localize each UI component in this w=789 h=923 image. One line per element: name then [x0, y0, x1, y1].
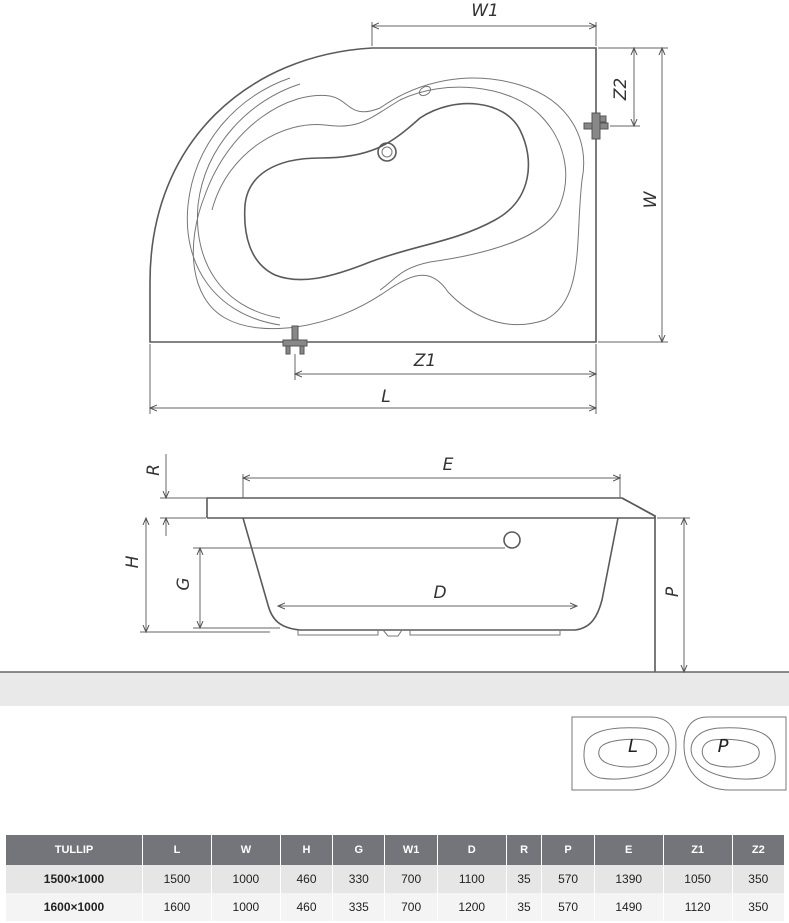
dimension-table: [6, 835, 785, 921]
header-g: G: [333, 835, 385, 865]
cell: 700: [385, 865, 437, 893]
floor: [0, 672, 789, 706]
header-w: W: [211, 835, 280, 865]
cell: 35: [506, 865, 542, 893]
cell: 1050: [663, 865, 732, 893]
cell: 1000: [211, 893, 280, 921]
dim-label-e: E: [442, 455, 454, 475]
header-d: D: [437, 835, 506, 865]
cell: 1500: [143, 865, 212, 893]
dim-label-d: D: [433, 583, 447, 603]
tub-body-profile: [243, 518, 618, 630]
dim-label-z1: Z1: [413, 351, 437, 371]
table-header-row: [6, 835, 785, 865]
dim-label-p: P: [663, 586, 683, 598]
cell: 350: [732, 865, 784, 893]
drain-circle: [378, 143, 396, 161]
header-p: P: [542, 835, 594, 865]
top-view: [150, 1, 668, 414]
cell-model: 1500×1000: [6, 865, 143, 893]
table-row: [6, 865, 785, 893]
overflow-circle: [504, 532, 520, 548]
cell: 1200: [437, 893, 506, 921]
leg-fixture-bottom: [283, 326, 307, 354]
cell: 570: [542, 865, 594, 893]
header-z1: Z1: [663, 835, 732, 865]
cell: 1490: [594, 893, 663, 921]
cell: 1120: [663, 893, 732, 921]
variant-left-label: L: [627, 736, 639, 757]
header-e: E: [594, 835, 663, 865]
side-view: [0, 454, 789, 706]
tub-rim-inner: [193, 78, 583, 329]
leg-fixture-right: [584, 113, 608, 139]
cell: 570: [542, 893, 594, 921]
table-row: [6, 893, 785, 921]
cell: 330: [333, 865, 385, 893]
cell: 335: [333, 893, 385, 921]
cell: 35: [506, 893, 542, 921]
header-model: TULLIP: [6, 835, 143, 865]
header-w1: W1: [385, 835, 437, 865]
variant-left-thumbnail: [572, 717, 676, 790]
header-l: L: [143, 835, 212, 865]
header-h: H: [280, 835, 332, 865]
dim-label-h: H: [123, 555, 143, 569]
header-r: R: [506, 835, 542, 865]
dim-label-z2: Z2: [611, 77, 631, 101]
cell: 1100: [437, 865, 506, 893]
variant-right-label: P: [717, 736, 729, 757]
tub-base-feet: [298, 630, 560, 636]
tub-inner-contour: [212, 87, 566, 290]
tub-side-groove-2: [197, 84, 300, 318]
cell: 460: [280, 865, 332, 893]
cell: 1600: [143, 893, 212, 921]
dim-label-g: G: [174, 577, 194, 591]
cell: 350: [732, 893, 784, 921]
dim-label-r: R: [144, 464, 164, 476]
front-panel: [622, 498, 655, 672]
dim-label-w: W: [641, 191, 661, 209]
variant-right-thumbnail: [684, 717, 786, 790]
cell: 460: [280, 893, 332, 921]
cell: 700: [385, 893, 437, 921]
cell-model: 1600×1000: [6, 893, 143, 921]
drain-inner: [382, 147, 392, 157]
header-z2: Z2: [732, 835, 784, 865]
cell: 1390: [594, 865, 663, 893]
dim-label-l: L: [381, 387, 391, 407]
tub-rim-profile: [207, 498, 655, 518]
dim-label-w1: W1: [471, 1, 499, 21]
cell: 1000: [211, 865, 280, 893]
tub-basin: [245, 104, 529, 280]
